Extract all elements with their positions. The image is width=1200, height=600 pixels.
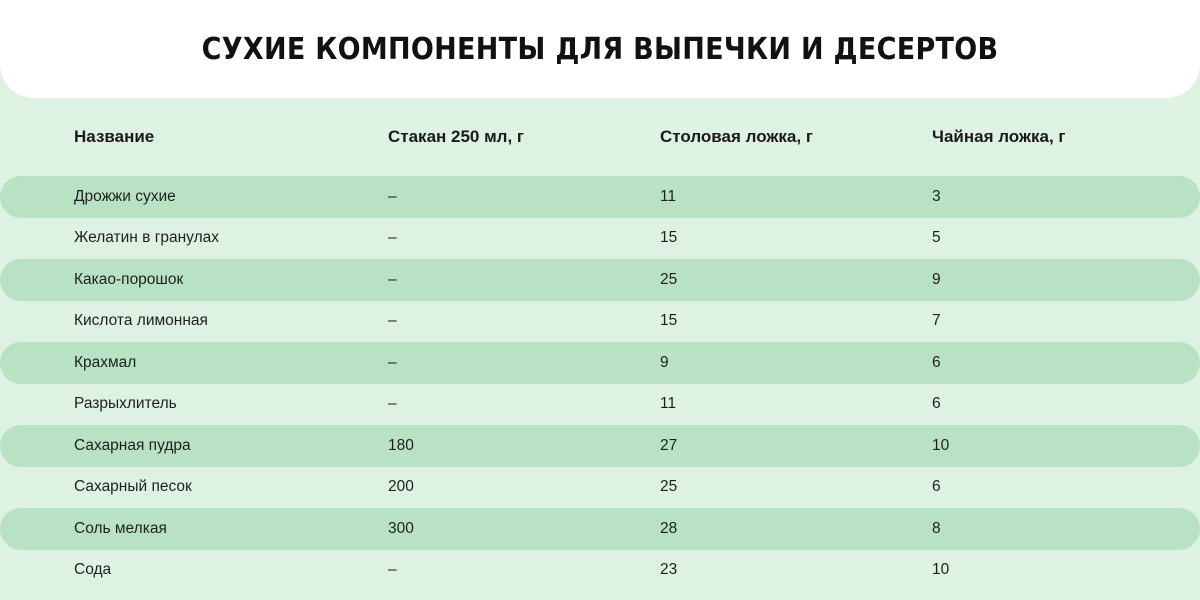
- table-row: [0, 425, 1200, 467]
- table-row: [0, 342, 1200, 384]
- cell-tablespoon: 23: [660, 561, 678, 579]
- column-header-name: Название: [74, 127, 155, 146]
- cell-cup: 200: [388, 478, 414, 496]
- row-pad-left: [0, 550, 24, 592]
- table-row: [0, 550, 1200, 592]
- row-pad-right: [1172, 467, 1200, 509]
- cell-tablespoon: 11: [660, 395, 677, 413]
- cell-cup: –: [388, 259, 660, 301]
- row-pad-right: [1172, 425, 1200, 467]
- cell-cup: –: [388, 561, 397, 579]
- cell-teaspoon: 10: [932, 561, 950, 579]
- row-pad-right: [1172, 301, 1200, 343]
- cell-cup: –: [388, 395, 397, 413]
- cell-name: Крахмал: [24, 342, 388, 384]
- cell-teaspoon: 6: [932, 395, 941, 413]
- row-pad-left: [0, 425, 24, 467]
- cell-name: Дрожжи сухие: [24, 176, 388, 218]
- cell-teaspoon: 9: [932, 259, 1172, 301]
- table-row: [0, 259, 1200, 301]
- row-pad-left: [0, 342, 24, 384]
- row-pad-left: [0, 176, 24, 218]
- cell-name: Какао-порошок: [24, 259, 388, 301]
- row-pad-left: [0, 508, 24, 550]
- page-title: СУХИЕ КОМПОНЕНТЫ ДЛЯ ВЫПЕЧКИ И ДЕСЕРТОВ: [201, 31, 999, 67]
- table-row: [0, 176, 1200, 218]
- cell-name: Сода: [74, 561, 112, 579]
- table-header-row: [0, 98, 1200, 176]
- cell-cup: –: [388, 342, 660, 384]
- cell-name: Сахарный песок: [74, 478, 192, 496]
- cell-tablespoon: 11: [660, 176, 932, 218]
- cell-tablespoon: 15: [660, 312, 678, 330]
- row-pad-right: [1172, 550, 1200, 592]
- row-pad-left: [0, 259, 24, 301]
- row-pad-right: [1172, 259, 1200, 301]
- row-pad-right: [1172, 218, 1200, 260]
- cell-name: Кислота лимонная: [74, 312, 208, 330]
- cell-cup: –: [388, 229, 397, 247]
- row-pad-left: [0, 301, 24, 343]
- row-pad-right: [1172, 384, 1200, 426]
- cell-cup: 300: [388, 508, 660, 550]
- table-row: [0, 508, 1200, 550]
- row-pad-left: [0, 384, 24, 426]
- row-pad-right: [1172, 508, 1200, 550]
- cell-cup: 180: [388, 425, 660, 467]
- cell-teaspoon: 6: [932, 478, 941, 496]
- table-row: [0, 301, 1200, 343]
- cell-tablespoon: 28: [660, 508, 932, 550]
- row-pad-right: [1172, 342, 1200, 384]
- row-pad-left: [0, 467, 24, 509]
- cell-teaspoon: 6: [932, 342, 1172, 384]
- column-header-cup: Стакан 250 мл, г: [388, 127, 524, 146]
- cell-tablespoon: 25: [660, 478, 678, 496]
- ingredients-table-wrapper: [0, 98, 1200, 591]
- table-body: [0, 176, 1200, 591]
- cell-cup: –: [388, 312, 397, 330]
- cell-tablespoon: 25: [660, 259, 932, 301]
- cell-teaspoon: 8: [932, 508, 1172, 550]
- table-row: [0, 384, 1200, 426]
- cell-tablespoon: 27: [660, 425, 932, 467]
- cell-tablespoon: 15: [660, 229, 678, 247]
- table-row: [0, 467, 1200, 509]
- cell-name: Соль мелкая: [24, 508, 388, 550]
- cell-name: Желатин в гранулах: [74, 229, 219, 247]
- cell-teaspoon: 3: [932, 176, 1172, 218]
- cell-cup: –: [388, 176, 660, 218]
- cell-tablespoon: 9: [660, 342, 932, 384]
- cell-teaspoon: 7: [932, 312, 941, 330]
- row-pad-left: [0, 218, 24, 260]
- column-header-teaspoon: Чайная ложка, г: [932, 127, 1066, 146]
- cell-name: Разрыхлитель: [74, 395, 177, 413]
- table-header: [0, 98, 1200, 176]
- table-row: [0, 218, 1200, 260]
- header-card: [0, 0, 1200, 98]
- spacer-cell: [1172, 98, 1200, 176]
- cell-name: Сахарная пудра: [24, 425, 388, 467]
- ingredients-table: [0, 98, 1200, 591]
- row-pad-right: [1172, 176, 1200, 218]
- spacer-cell: [0, 98, 24, 176]
- cell-teaspoon: 5: [932, 229, 941, 247]
- column-header-tablespoon: Столовая ложка, г: [660, 127, 813, 146]
- cell-teaspoon: 10: [932, 425, 1172, 467]
